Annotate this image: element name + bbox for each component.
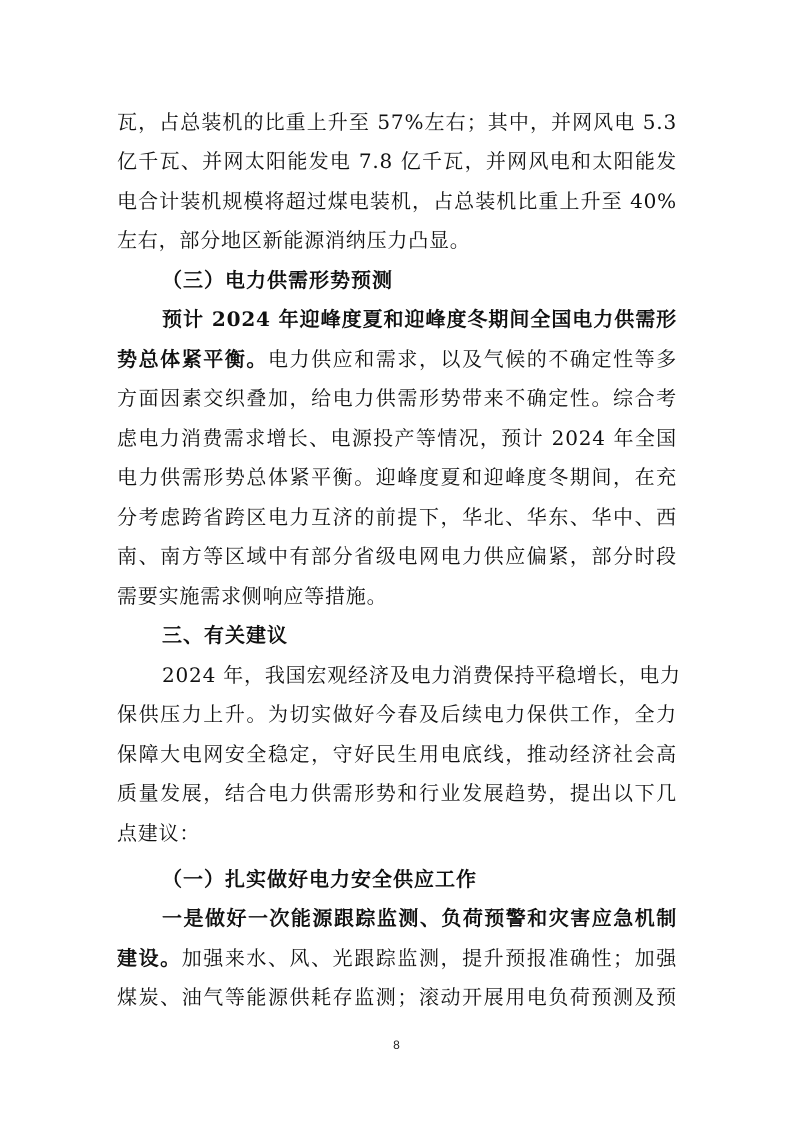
text-run: 保障大电网安全稳定，守好民生用电底线，推动经济社会高 [117, 742, 677, 766]
text-run: 南、南方等区域中有部分省级电网电力供应偏紧，部分时段 [117, 544, 677, 568]
text-run: 煤炭、油气等能源供耗存监测；滚动开展用电负荷预测及预 [117, 985, 677, 1009]
text-run: 电力供需形势总体紧平衡。迎峰度夏和迎峰度冬期间，在充 [117, 465, 677, 489]
text-run: 保供压力上升。为切实做好今春及后续电力保供工作，全力 [117, 702, 677, 726]
bold-text-run: 预计 2024 年迎峰度夏和迎峰度冬期间全国电力供需形 [162, 307, 677, 331]
text-run: 左右，部分地区新能源消纳压力凸显。 [117, 228, 471, 252]
text-line-21 [162, 900, 677, 936]
bold-text-run: 一是做好一次能源跟踪监测、负荷预警和灾害应急机制 [162, 906, 677, 930]
section-heading-supply-demand [162, 262, 722, 298]
text-line-7 [117, 341, 677, 377]
section-heading-suggestions [162, 617, 722, 653]
text-line-3 [117, 183, 677, 219]
text-run: 加强来水、风、光跟踪监测，提升预报准确性；加强 [181, 946, 677, 970]
bold-text-run: 势总体紧平衡。 [117, 347, 268, 371]
section-heading-power-safety [162, 861, 722, 897]
text-line-2 [117, 143, 677, 179]
text-line-12 [117, 538, 677, 574]
text-run: （三）电力供需形势预测 [162, 268, 393, 292]
text-line-8 [117, 380, 677, 416]
text-line-10 [117, 459, 677, 495]
text-run: 三、有关建议 [162, 623, 288, 647]
text-run: 点建议： [117, 821, 201, 845]
text-line-1 [117, 104, 677, 140]
text-line-13 [117, 578, 677, 614]
text-run: 亿千瓦、并网太阳能发电 7.8 亿千瓦，并网风电和太阳能发 [117, 149, 677, 173]
bold-text-run: 建设。 [117, 946, 182, 970]
text-line-19 [117, 815, 677, 851]
text-run: 方面因素交织叠加，给电力供需形势带来不确定性。综合考 [117, 386, 677, 410]
text-run: 瓦，占总装机的比重上升至 57%左右；其中，并网风电 5.3 [117, 110, 677, 134]
text-line-22 [117, 940, 677, 976]
text-line-4 [117, 222, 677, 258]
text-line-9 [117, 420, 677, 456]
text-run: 分考虑跨省跨区电力互济的前提下，华北、华东、华中、西 [117, 505, 677, 529]
text-line-23 [117, 979, 677, 1015]
text-run: 电力供应和需求，以及气候的不确定性等多 [267, 347, 677, 371]
text-run: 虑电力消费需求增长、电源投产等情况，预计 2024 年全国 [117, 426, 677, 450]
text-line-18 [117, 775, 677, 811]
text-run: （一）扎实做好电力安全供应工作 [162, 867, 477, 891]
text-run: 2024 年，我国宏观经济及电力消费保持平稳增长，电力 [162, 663, 681, 687]
text-line-6 [162, 301, 677, 337]
text-line-11 [117, 499, 677, 535]
text-line-15 [162, 657, 681, 693]
page-number: 8 [393, 1038, 400, 1052]
text-run: 需要实施需求侧响应等措施。 [117, 584, 388, 608]
text-line-17 [117, 736, 677, 772]
text-run: 质量发展，结合电力供需形势和行业发展趋势，提出以下几 [117, 781, 677, 805]
text-run: 电合计装机规模将超过煤电装机，占总装机比重上升至 40% [117, 189, 677, 213]
text-line-16 [117, 696, 677, 732]
